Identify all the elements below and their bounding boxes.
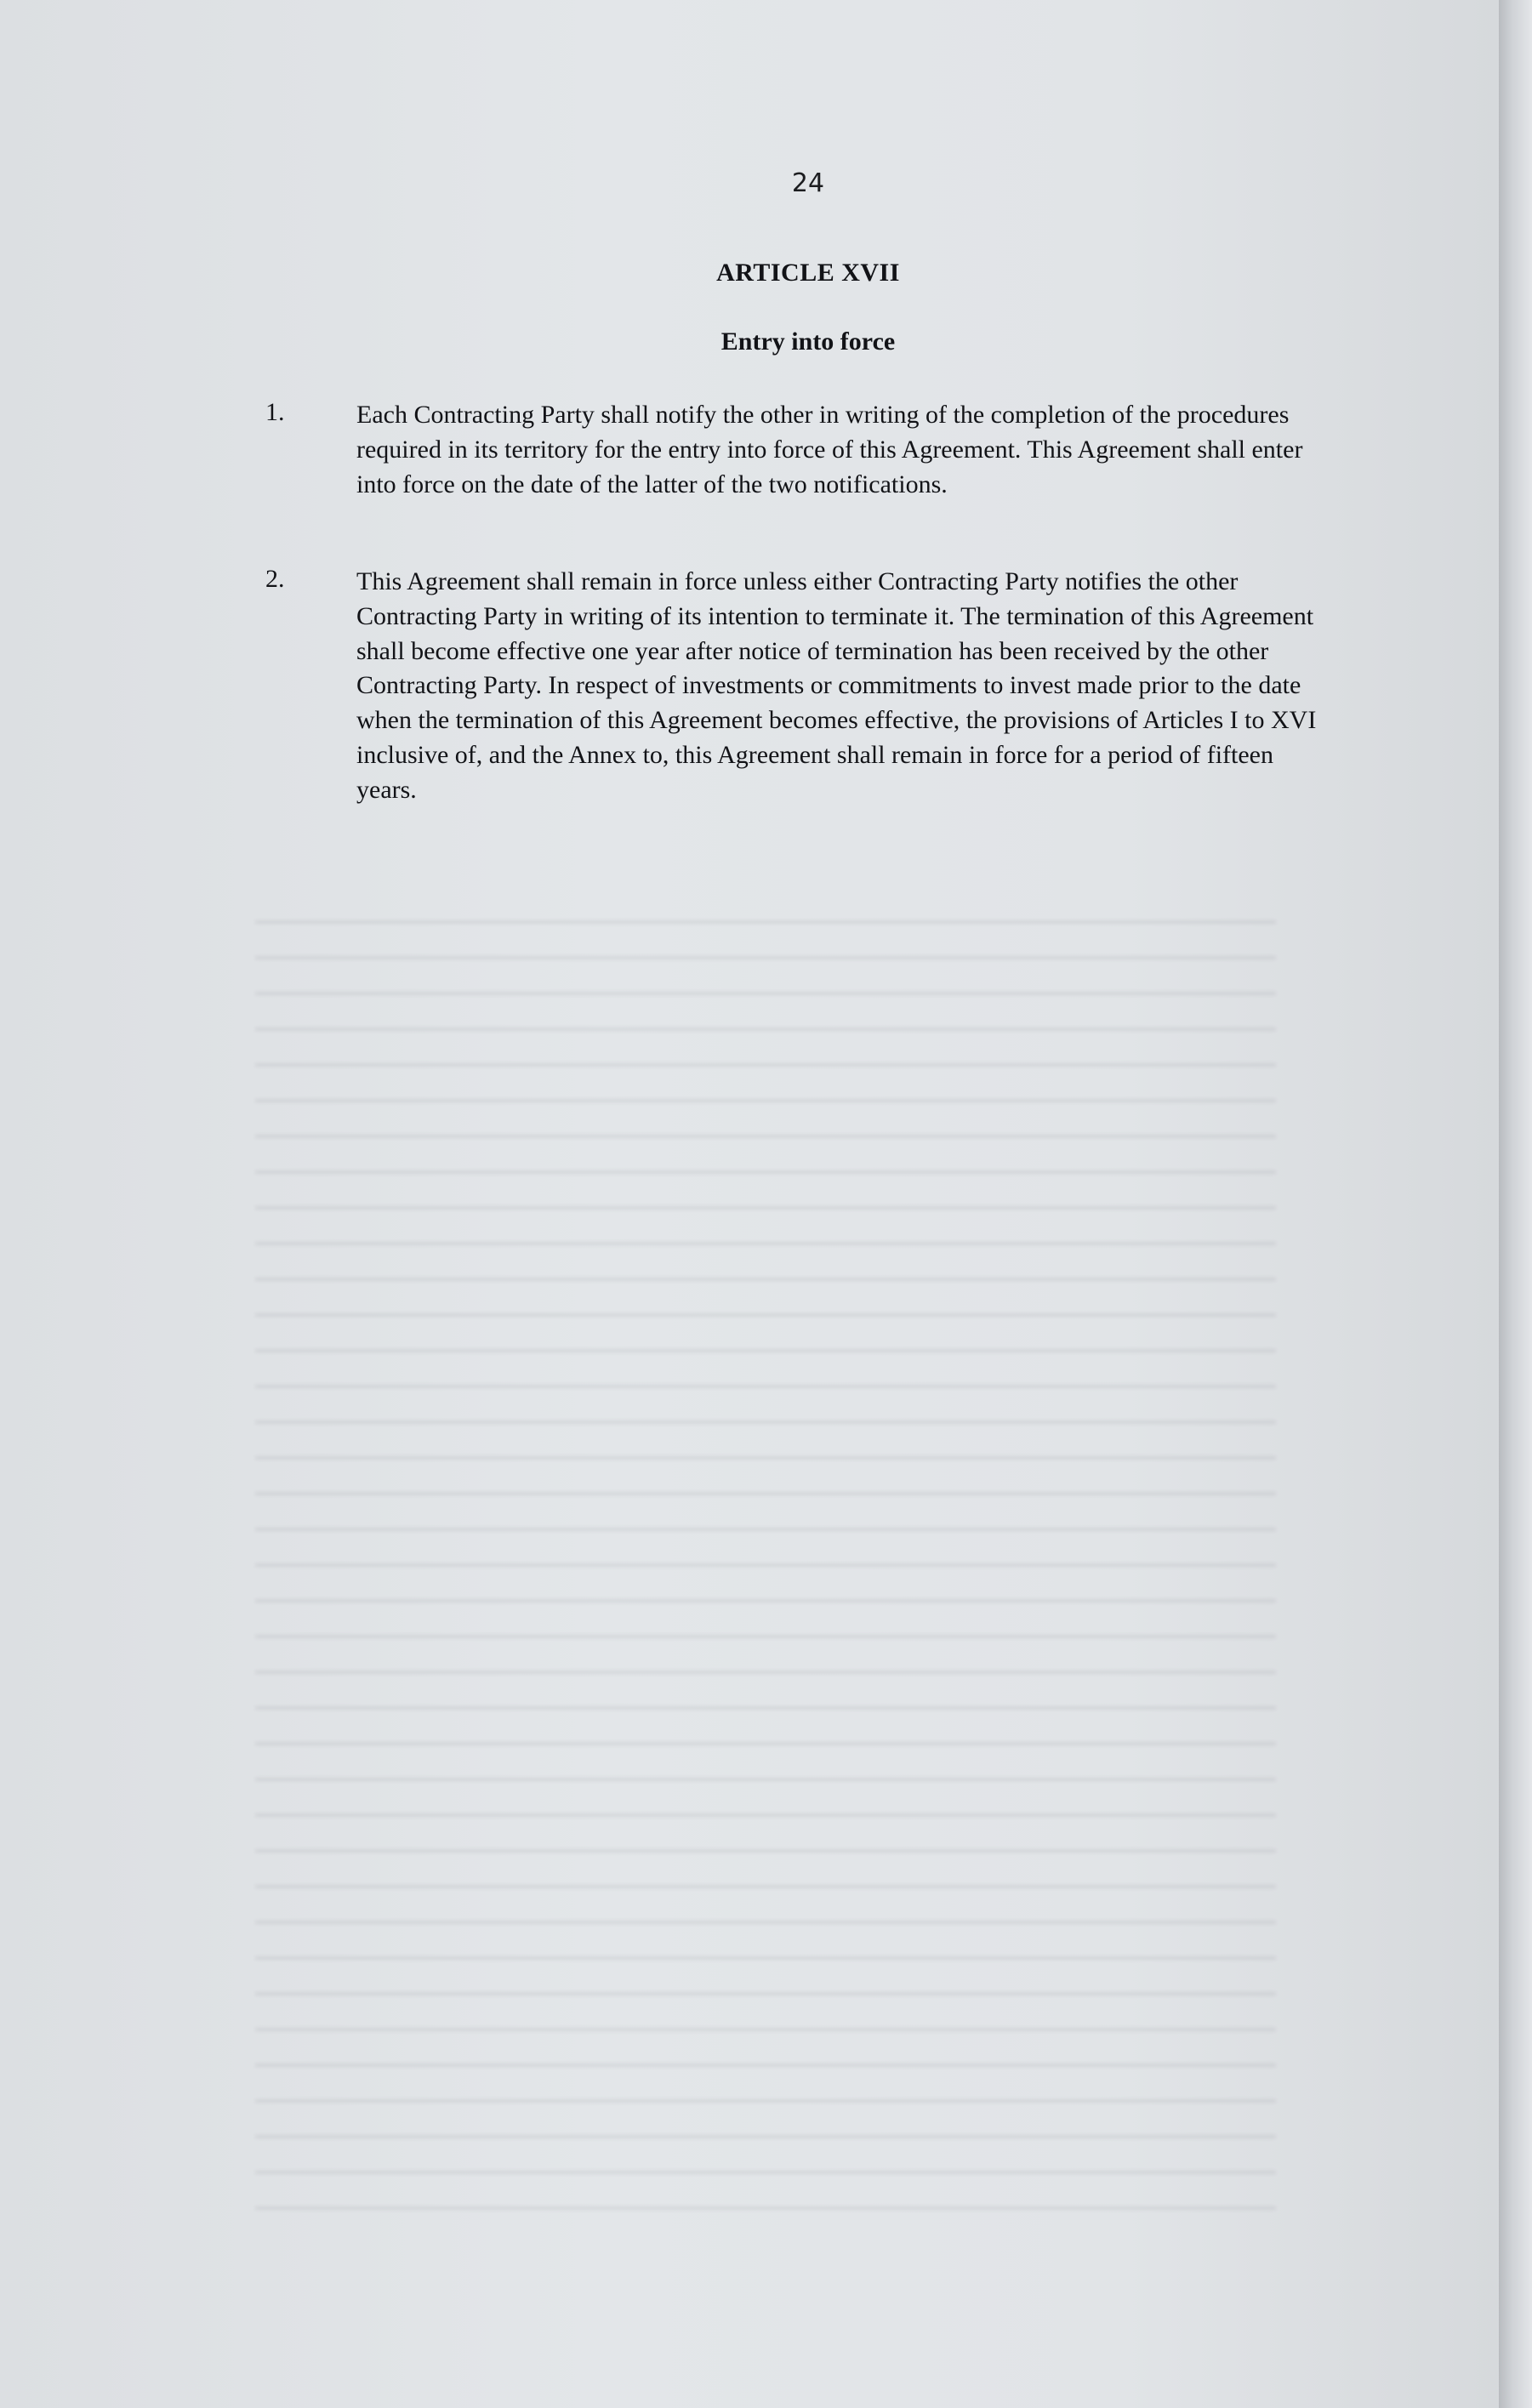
- clause-number: 2.: [265, 565, 285, 593]
- article-subtitle: Entry into force: [720, 327, 896, 356]
- clause-text: Each Contracting Party shall notify the other in writing of the completion of the procedures required in its territory for the entry into force of this Agreement. This Agreement shall enter into force on the date of the latter of the two notifications.: [356, 401, 1303, 498]
- show-through-texture: [255, 902, 1276, 2229]
- page-number: 24: [791, 168, 825, 198]
- book-spine-edge: [1499, 0, 1532, 2408]
- clause-text: This Agreement shall remain in force unless either Contracting Party notifies the other Contracting Party in writing of its intention to terminate it. The termination of this Agreement shall become effective one year after notice of termination has been received by the other Contracting Party. In respect of investments or commitments to invest made prior to the date when the termination of this Agreement becomes effective, the provisions of Articles I to XVI inclusive of, and the Annex to, this Agreement shall remain in force for a period of fifteen years.: [356, 567, 1317, 804]
- article-title: ARTICLE XVII: [716, 259, 900, 287]
- clause-number: 1.: [265, 398, 285, 426]
